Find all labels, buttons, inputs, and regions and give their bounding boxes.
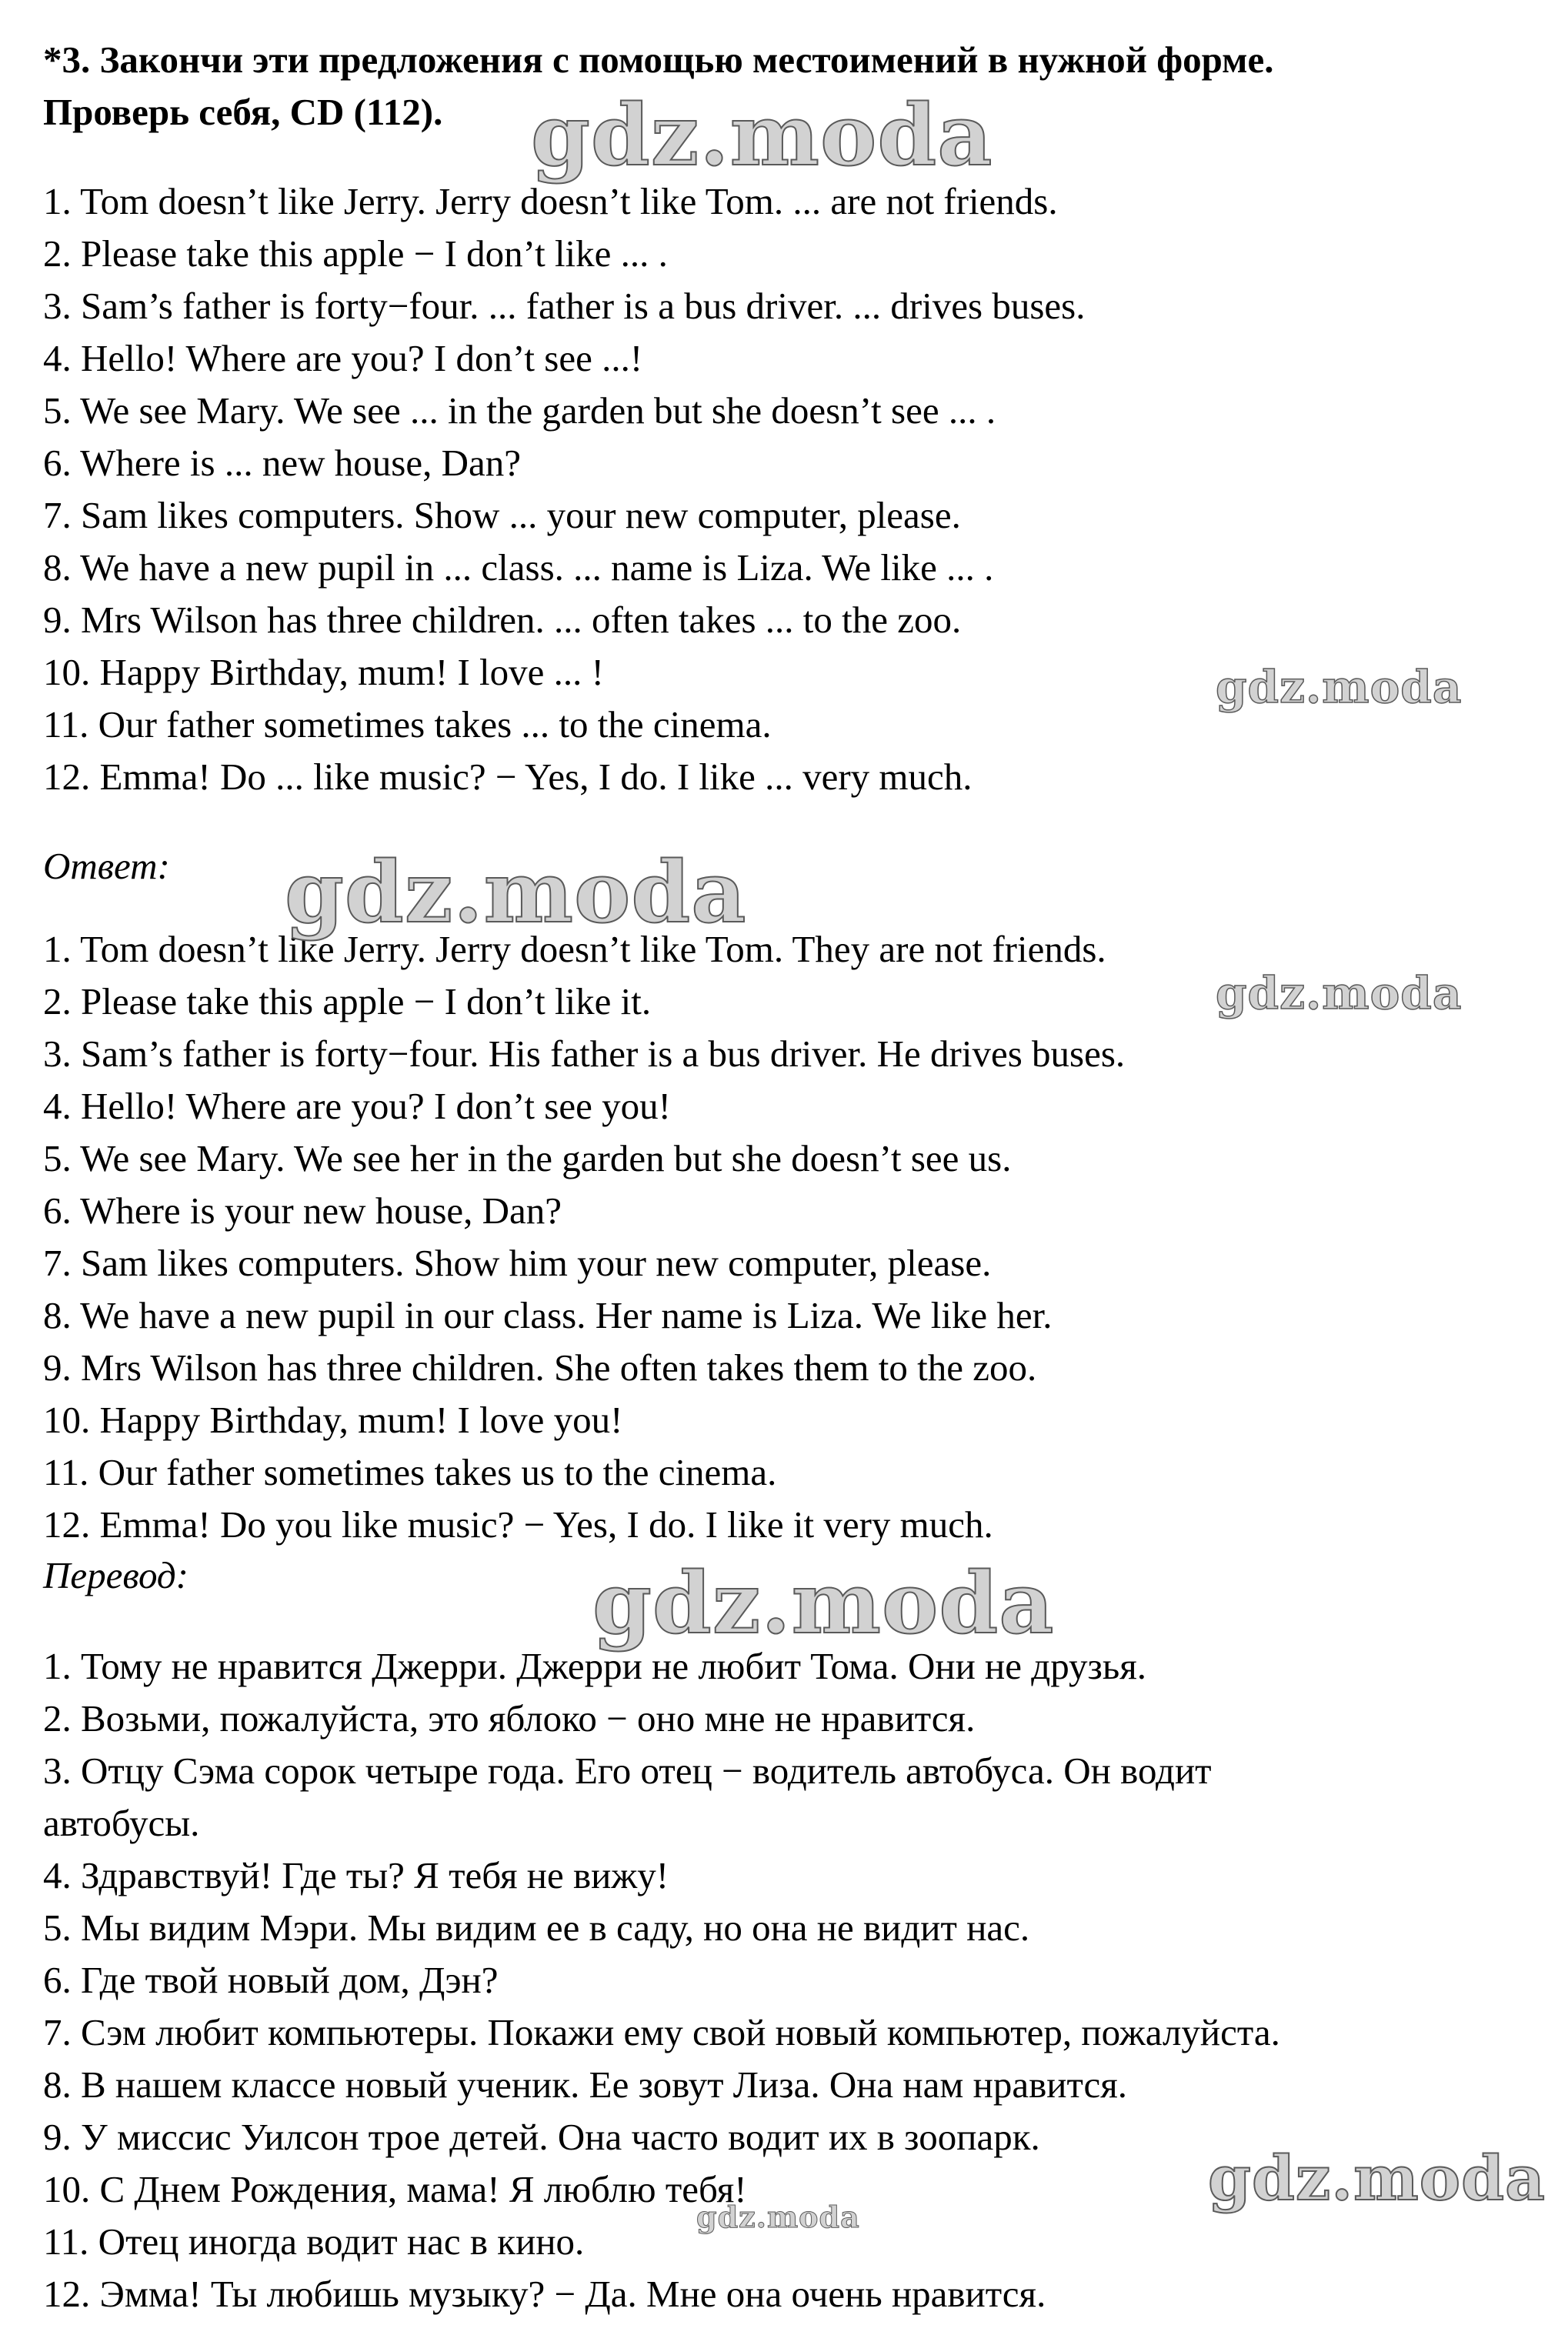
translation-line-1: 1. Тому не нравится Джерри. Джерри не любит Тома. Они не друзья.: [43, 1645, 1147, 1687]
translation-label: Перевод:: [43, 1554, 188, 1596]
translation-line-6: 6. Где твой новый дом, Дэн?: [43, 1959, 499, 2001]
translation-line-7: 7. Сэм любит компьютеры. Покажи ему свой новый компьютер, пожалуйста.: [43, 2011, 1280, 2053]
translation-line-5: 5. Мы видим Мэри. Мы видим ее в саду, но она не видит нас.: [43, 1906, 1030, 1949]
exercise-line-11: 11. Our father sometimes takes ... to the cinema.: [43, 703, 772, 746]
translation-line-11: 11. Отец иногда водит нас в кино.: [43, 2220, 585, 2263]
answer-line-1: 1. Tom doesn’t like Jerry. Jerry doesn’t like Tom. They are not friends.: [43, 928, 1106, 970]
watermark-logo: gdz.moda: [592, 1553, 1055, 1653]
answer-line-8: 8. We have a new pupil in our class. Her name is Liza. We like her.: [43, 1294, 1053, 1336]
answer-line-2: 2. Please take this apple − I don’t like it.: [43, 980, 652, 1022]
task-heading-line-2: Проверь себя, CD (112).: [43, 91, 443, 133]
translation-line-4: 4. Здравствуй! Где ты? Я тебя не вижу!: [43, 1854, 669, 1896]
answer-line-12: 12. Emma! Do you like music? − Yes, I do. I like it very much.: [43, 1503, 993, 1546]
task-heading-line-1: *3. Закончи эти предложения с помощью местоимений в нужной форме.: [43, 38, 1274, 81]
answer-line-7: 7. Sam likes computers. Show him your new computer, please.: [43, 1242, 992, 1284]
answer-line-6: 6. Where is your new house, Dan?: [43, 1189, 562, 1232]
exercise-line-4: 4. Hello! Where are you? I don’t see ...!: [43, 337, 643, 379]
answer-line-9: 9. Mrs Wilson has three children. She often takes them to the zoo.: [43, 1346, 1037, 1389]
translation-line-3: 3. Отцу Сэма сорок четыре года. Его отец − водитель автобуса. Он водит: [43, 1750, 1212, 1792]
answer-line-11: 11. Our father sometimes takes us to the cinema.: [43, 1451, 777, 1493]
watermark-logo: gdz.moda: [531, 85, 993, 185]
translation-line-8: 8. В нашем классе новый ученик. Ее зовут Лиза. Она нам нравится.: [43, 2063, 1128, 2106]
translation-line-9: 9. У миссис Уилсон трое детей. Она часто водит их в зоопарк.: [43, 2116, 1040, 2158]
translation-line-3-cont: автобусы.: [43, 1802, 200, 1844]
watermark-logo: gdz.moda: [696, 2200, 860, 2234]
watermark-logo: gdz.moda: [1216, 661, 1463, 713]
exercise-line-7: 7. Sam likes computers. Show ... your new computer, please.: [43, 494, 961, 536]
exercise-line-5: 5. We see Mary. We see ... in the garden but she doesn’t see ... .: [43, 389, 996, 432]
exercise-line-6: 6. Where is ... new house, Dan?: [43, 442, 521, 484]
exercise-line-12: 12. Emma! Do ... like music? − Yes, I do. I like ... very much.: [43, 756, 972, 798]
watermark-logo: gdz.moda: [285, 842, 747, 942]
answer-label: Ответ:: [43, 845, 170, 887]
exercise-line-10: 10. Happy Birthday, mum! I love ... !: [43, 651, 604, 693]
exercise-line-9: 9. Mrs Wilson has three children. ... often takes ... to the zoo.: [43, 599, 962, 641]
translation-line-12: 12. Эмма! Ты любишь музыку? − Да. Мне она очень нравится.: [43, 2273, 1046, 2315]
answer-line-10: 10. Happy Birthday, mum! I love you!: [43, 1399, 623, 1441]
answer-line-4: 4. Hello! Where are you? I don’t see you!: [43, 1085, 671, 1127]
answer-line-5: 5. We see Mary. We see her in the garden but she doesn’t see us.: [43, 1137, 1012, 1179]
translation-line-2: 2. Возьми, пожалуйста, это яблоко − оно мне не нравится.: [43, 1697, 976, 1740]
answer-line-3: 3. Sam’s father is forty−four. His father is a bus driver. He drives buses.: [43, 1032, 1126, 1075]
exercise-line-1: 1. Tom doesn’t like Jerry. Jerry doesn’t like Tom. ... are not friends.: [43, 180, 1058, 222]
exercise-line-3: 3. Sam’s father is forty−four. ... father is a bus driver. ... drives buses.: [43, 285, 1086, 327]
exercise-line-2: 2. Please take this apple − I don’t like ... .: [43, 232, 668, 275]
exercise-line-8: 8. We have a new pupil in ... class. ... name is Liza. We like ... .: [43, 546, 994, 589]
translation-line-10: 10. С Днем Рождения, мама! Я люблю тебя!: [43, 2168, 747, 2210]
watermark-logo: gdz.moda: [1208, 2142, 1546, 2214]
watermark-logo: gdz.moda: [1216, 967, 1463, 1019]
